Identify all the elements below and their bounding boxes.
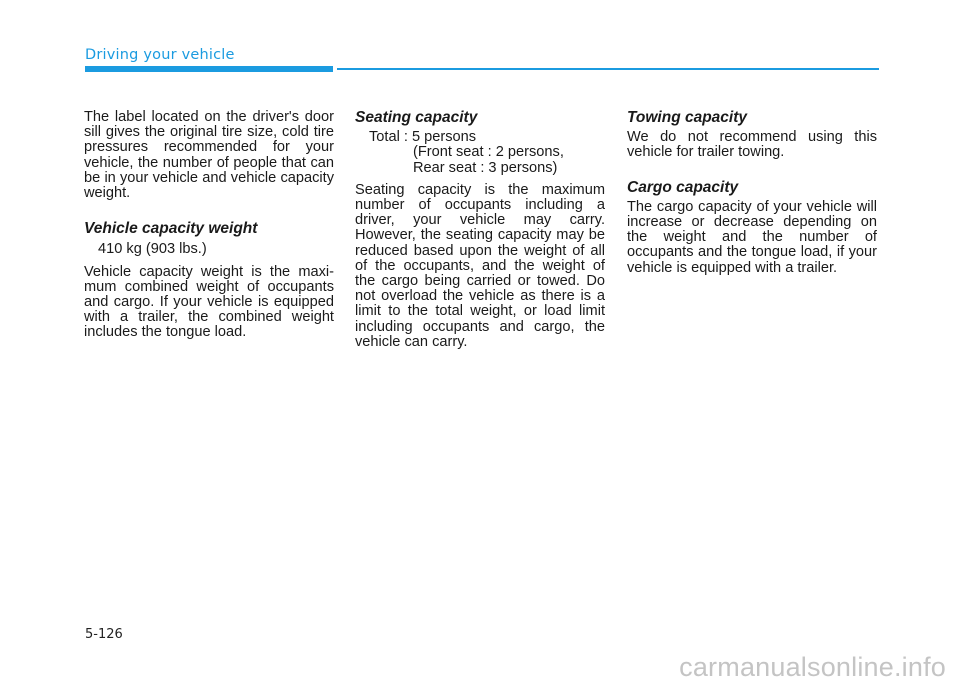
- seating-capacity-body: Seating capacity is the maximum number of occupants including a driver, your vehicle may carry. However, the seating capacity may be reduced based upon the weight of all of the occupants, and the weight of the cargo being carried or towed. Do not overload the vehicle as there is a limit to the total weight, or load limit including occupants and cargo, the vehicle can carry.: [355, 181, 605, 350]
- towing-capacity-body: We do not recommend using this vehicle for trailer towing.: [627, 129, 877, 161]
- vehicle-capacity-weight-body: Vehicle capacity weight is the maxi-mum combined weight of occupants and cargo. If your vehicle is equipped with a trailer, the combined weight includes the tongue load.: [84, 263, 334, 341]
- seating-rear: Rear seat : 3 persons): [413, 159, 558, 176]
- intro-paragraph: The label located on the driver's door sill gives the original tire size, cold tire pressures recommended for your vehicle, the number of people that can be in your vehicle and vehicle capacity weight.: [84, 109, 334, 202]
- seating-capacity-heading: Seating capacity: [355, 109, 478, 126]
- cargo-capacity-heading: Cargo capacity: [627, 178, 739, 196]
- section-title: Driving your vehicle: [85, 47, 235, 63]
- cargo-capacity-body: The cargo capacity of your vehicle will increase or decrease depending on the weight and the number of occupants and the tongue load, if your vehicle is equipped with a trailer.: [627, 198, 877, 276]
- header-rule-thick: [85, 66, 333, 72]
- vehicle-capacity-weight-value: 410 kg (903 lbs.): [98, 241, 207, 258]
- column-3: [627, 110, 877, 276]
- towing-capacity-heading: Towing capacity: [627, 109, 748, 126]
- vehicle-capacity-weight-heading: Vehicle capacity weight: [84, 220, 258, 238]
- seating-front: (Front seat : 2 persons,: [413, 144, 564, 161]
- seating-total: Total : 5 persons: [369, 129, 477, 146]
- page-number: 5-126: [85, 627, 123, 642]
- watermark: carmanualsonline.info: [679, 652, 946, 682]
- column-1: [84, 110, 334, 341]
- column-2: [355, 110, 605, 350]
- header-rule-thin: [337, 68, 879, 70]
